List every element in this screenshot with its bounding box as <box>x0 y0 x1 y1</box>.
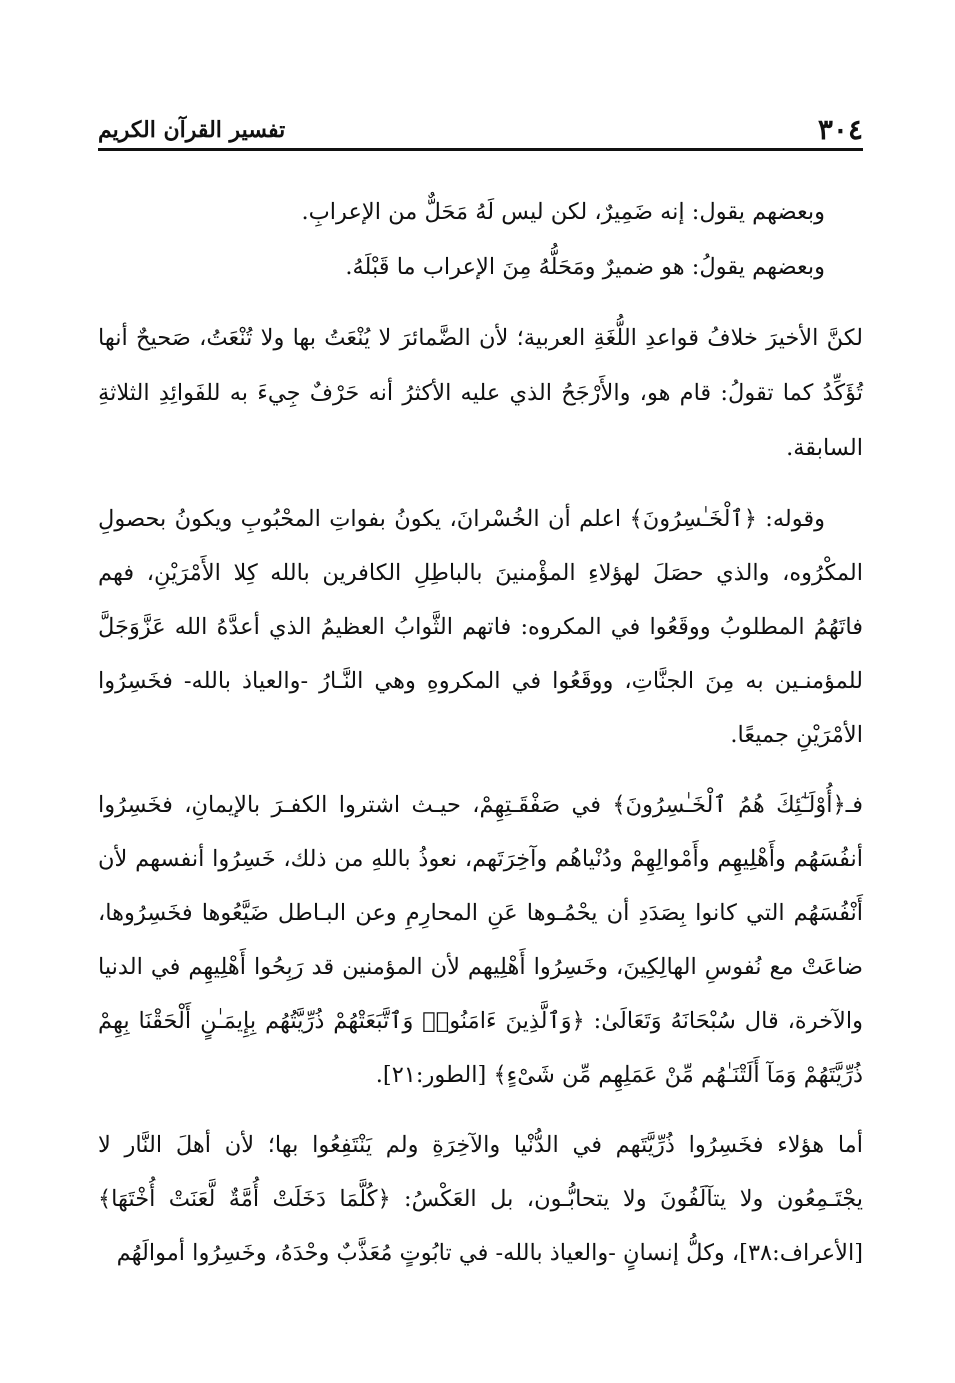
page-number: ٣٠٤ <box>817 113 863 146</box>
book-title: تفسير القرآن الكريم <box>98 117 286 143</box>
paragraph-1: وبعضهم يقول: إنه ضَمِيرٌ، لكن ليس لَهُ مَحَلٌّ من الإعرابِ. <box>301 199 825 225</box>
page-body <box>98 185 863 1280</box>
paragraph-5: فـ﴿أُوْلَـٰٓئِكَ هُمُ ٱلْخَـٰسِرُونَ﴾ في صَفْقَـتِهِمْ، حيـث اشتروا الكفـرَ بالإيمانِ، فخَسِرُوا أنفُسَهُم وأَهْلِيهِم وأَمْوالِهِمْ ودُنْياهُم وآخِرَتَهم، نعوذُ باللهِ من ذلك، خَسِرُوا أنفسهم لأن أَنْفُسَهُم التي كانوا بِصَدَدِ أن يحْمُـوها عَنِ المحارِمِ وعن البـاطل ضَيَّعُوها فخَسِرُوها، ضاعَتْ مع نُفوسِ الهالِكِينَ، وخَسِرُوا أَهْلِيهم لأن المؤمنين قد رَبِحُوا أَهْلِيهِم في الدنيا والآخرة، قال سُبْحَانَهُ وَتَعَالَىٰ: ﴿وَٱلَّذِينَ ءَامَنُوا۟ وَٱتَّبَعَتْهُمْ ذُرِّيَّتُهُم بِإِيمَـٰنٍ أَلْحَقْنَا بِهِمْ ذُرِّيَّتَهُمْ وَمَآ أَلَتْنَـٰهُم مِّنْ عَمَلِهِم مِّن شَىْءٍ﴾ [الطور:٢١]. <box>98 792 863 1088</box>
paragraph-4: وقوله: ﴿ٱلْخَـٰسِرُونَ﴾ اعلم أن الخُسْرانَ، يكونُ بفواتِ المحْبُوبِ ويكونُ بحصولِ المكْرُوه، والذي حصَلَ لهؤلاءِ المؤْمنينَ بالباطِلِ الكافرين بالله كِلا الأَمْرَيْنِ، فهم فاتَهُمُ المطلوبُ ووقَعُوا في المكروه: فاتهم الثَّوابُ العظيمُ الذي أعدَّهُ الله عَزَّوَجَلَّ للمؤمنـين به مِنَ الجنَّاتِ، ووقَعُوا في المكروهِ وهي النَّـارُ -والعياذ بالله- فخَسِرُوا الأمْرَيْنِ جميعًا. <box>98 506 863 748</box>
page-header <box>98 108 863 151</box>
paragraph-2: وبعضهم يقولُ: هو ضميرٌ ومَحَلُّهُ مِنَ الإعراب ما قَبْلَهُ. <box>345 254 825 280</box>
paragraph-6: أما هؤلاء فخَسِرُوا ذُرِّيَّتَهم في الدُّنْيا والآخِرَةِ ولم يَنْتَفِعُوا بها؛ لأن أهلَ النَّار لا يجْتَـمِعُون ولا يتآلَفُونَ ولا يتحابُّـون، بل العَكْسُ: ﴿كُلَّمَا دَخَلَتْ أُمَّةٌ لَّعَنَتْ أُخْتَهَا﴾ [الأعراف:٣٨]، وكلُّ إنسانٍ -والعياذ بالله- في تابُوتٍ مُعَذَّبٌ وحْدَهُ، وخَسِرُوا أموالَهُم <box>98 1132 863 1266</box>
paragraph-3: لكنَّ الأخيرَ خلافُ قواعدِ اللُّغَةِ العربية؛ لأن الضَّمائرَ لا يُنْعَتُ بها ولا تُنْعَتُ، صَحيحٌ أنها تُؤَكِّدُ كما تقولُ: قام هو، والأَرْجَحُ الذي عليه الأكثرُ أنه حَرْفٌ جِيءَ به للفَوائِدِ الثلاثةِ السابقة. <box>98 325 863 461</box>
